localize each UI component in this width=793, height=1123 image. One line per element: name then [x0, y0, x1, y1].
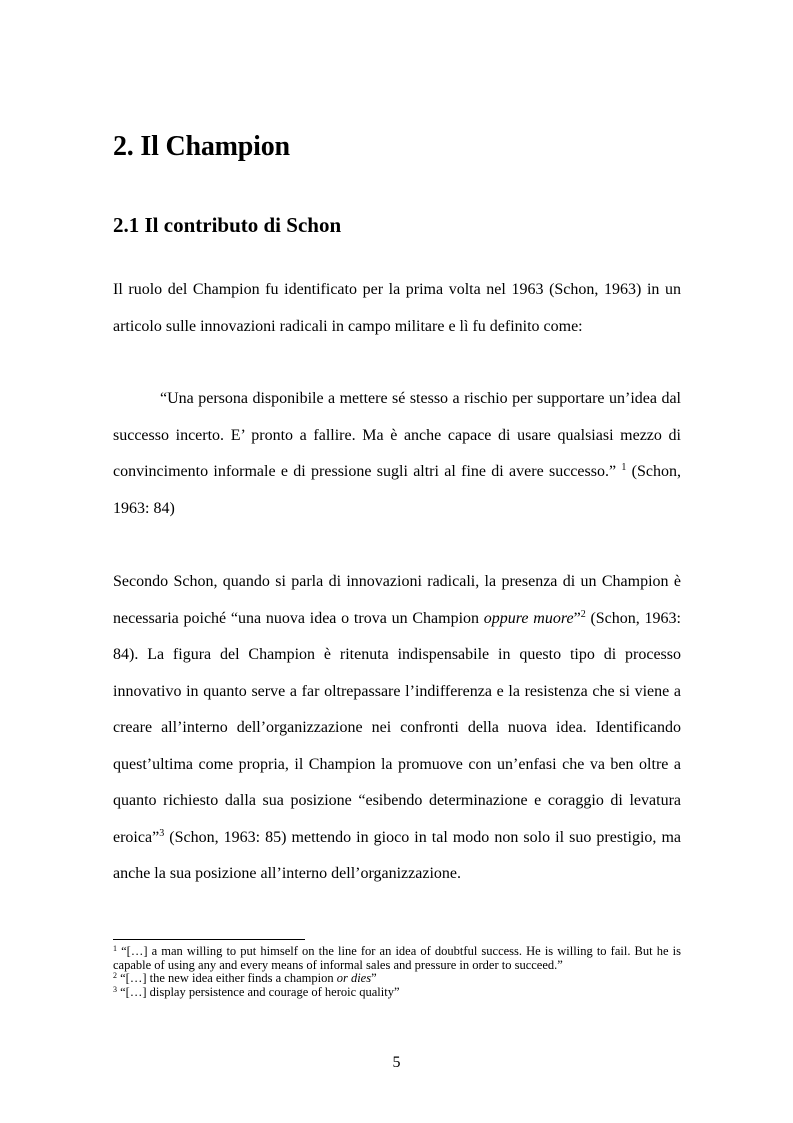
- footnote-2-text: “[…] the new idea either finds a champion: [117, 971, 337, 985]
- footnote-1: [113, 945, 681, 972]
- schon-paragraph-quote-close: ”: [573, 609, 581, 627]
- footnote-3-number: 3: [113, 984, 117, 994]
- chapter-title: 2. Il Champion: [113, 131, 290, 162]
- footnote-ref-3: 3: [159, 827, 165, 839]
- definition-quote-paragraph: [113, 381, 681, 527]
- footnote-3-text: “[…] display persistence and courage of heroic quality”: [117, 984, 400, 999]
- footnote-ref-2: 2: [580, 608, 586, 620]
- footnote-1-text: “[…] a man willing to put himself on the line for an idea of doubtful success. He is willing to fail. But he is capable of using any and every means of informal sales and pressure in order to succeed.”: [113, 944, 681, 972]
- footnote-2-italic: or dies: [336, 971, 372, 985]
- schon-paragraph-text-b: (Schon, 1963: 84). La figura del Champion è ritenuta indispensabile in questo tipo di processo innovativo in quanto serve a far oltrepassare l’indifferenza e la resistenza che si viene a creare all’interno dell’organizzazione nei confronti della nuova idea. Identificando quest’ultima come propria, il Champion la promuove con un’enfasi che va ben oltre a quanto richiesto dalla sua posizione “esibendo determinazione e coraggio di levatura eroica”: [113, 609, 681, 846]
- definition-quote-text: “Una persona disponibile a mettere sé stesso a rischio per supportare un’idea dal successo incerto. E’ pronto a fallire. Ma è anche capace di usare qualsiasi mezzo di convincimento informale e di pressione sugli altri al fine di avere successo.”: [113, 390, 681, 480]
- footnote-separator: [113, 939, 305, 940]
- page-number: 5: [392, 1054, 401, 1071]
- schon-paragraph-text-a: Secondo Schon, quando si parla di innovazioni radicali, la presenza di un Champion è necessaria poiché “una nuova idea o trova un Champion: [113, 573, 681, 627]
- footnote-2-number: 2: [113, 971, 117, 980]
- footnotes: [113, 945, 681, 999]
- footnote-2: [113, 972, 681, 986]
- footnote-1-number: 1: [113, 944, 117, 953]
- intro-paragraph-text: Il ruolo del Champion fu identificato per la prima volta nel 1963 (Schon, 1963) in un articolo sulle innovazioni radicali in campo militare e lì fu definito come:: [113, 281, 681, 335]
- section-title: 2.1 Il contributo di Schon: [113, 213, 342, 237]
- footnote-2-close: ”: [371, 971, 377, 985]
- schon-paragraph-text-c: (Schon, 1963: 85) mettendo in gioco in tal modo non solo il suo prestigio, ma anche la sua posizione all’interno dell’organizzazione.: [113, 828, 681, 882]
- schon-paragraph: [113, 564, 681, 893]
- schon-paragraph-italic: oppure muore: [483, 609, 574, 627]
- intro-paragraph: [113, 272, 681, 345]
- footnote-3: [113, 986, 681, 1000]
- definition-quote-citation: (Schon, 1963: 84): [113, 463, 682, 517]
- footnote-ref-1: 1: [621, 462, 627, 473]
